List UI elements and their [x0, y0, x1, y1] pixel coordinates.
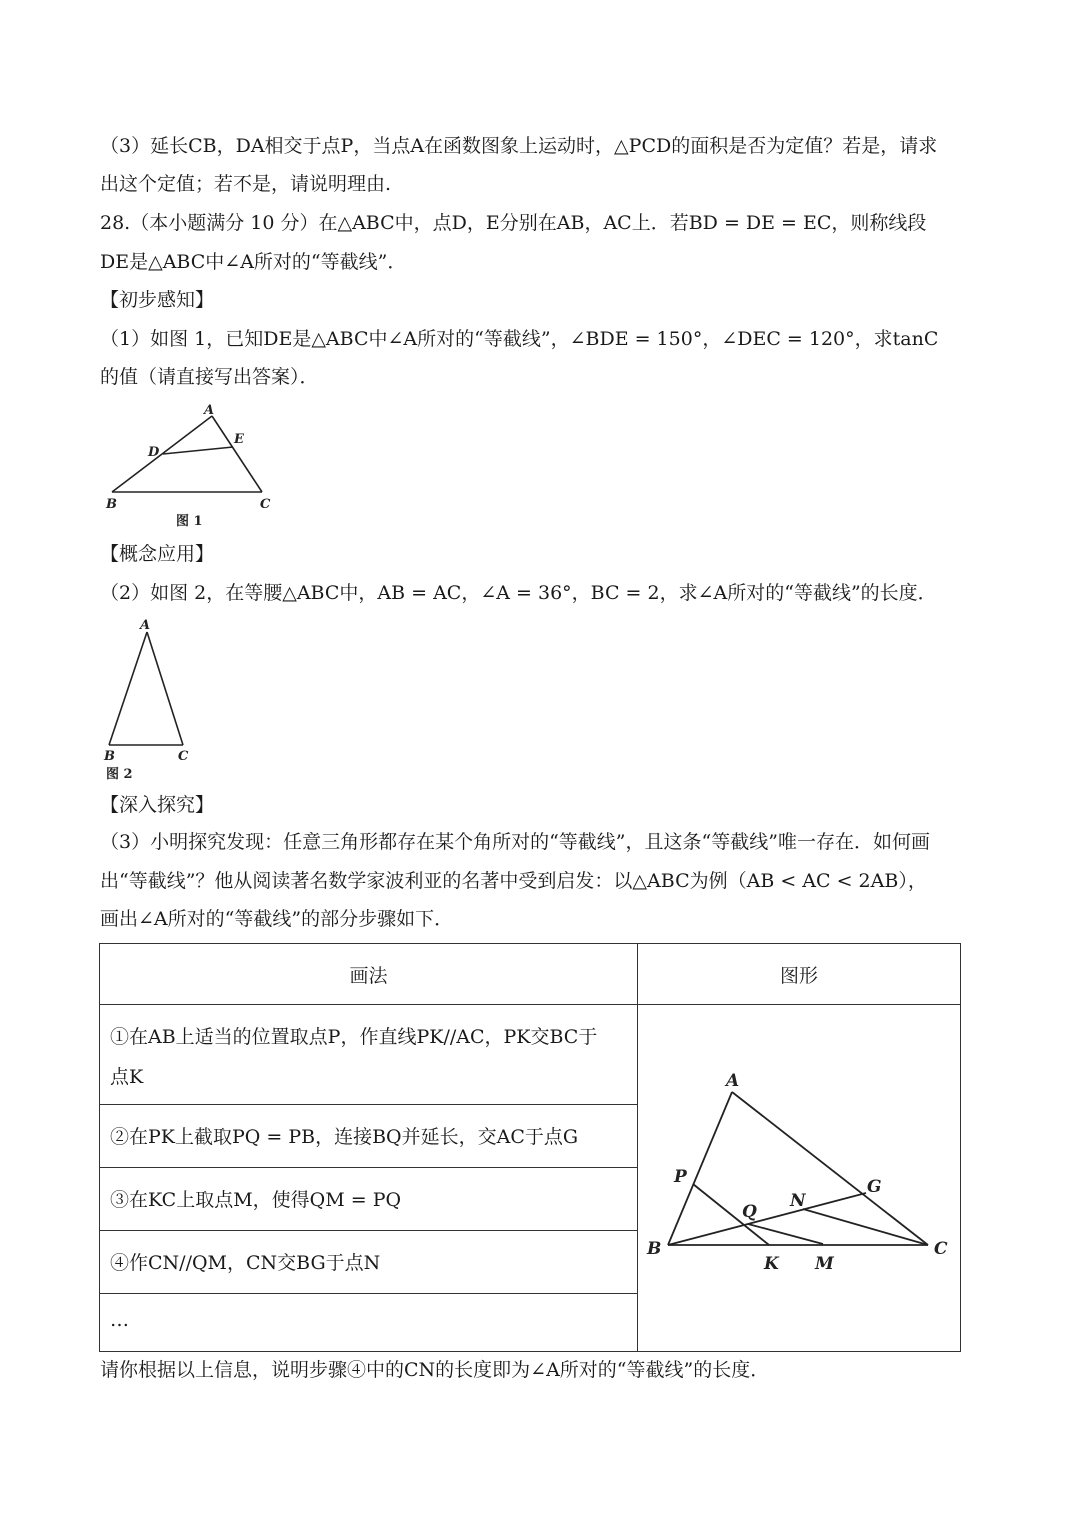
- step-1: ①在AB上适当的位置取点P，作直线PK//AC，PK交BC于点K: [100, 1005, 638, 1105]
- fig1-label-b: B: [106, 497, 117, 512]
- fig2-caption: 图 2: [106, 767, 133, 782]
- question-3: （3）小明探究发现：任意三角形都存在某个角所对的“等截线”，且这条“等截线”唯一存在．如何画: [100, 831, 930, 853]
- problem-28-stem: 28.（本小题满分 10 分）在△ABC中，点D，E分别在AB，AC上．若BD = DE = EC，则称线段: [100, 212, 927, 234]
- fig3-label-b: B: [647, 1238, 662, 1259]
- problem-28-definition: DE是△ABC中∠A所对的“等截线”．: [100, 251, 407, 273]
- fig3-label-g: G: [867, 1176, 882, 1197]
- question-2: （2）如图 2，在等腰△ABC中，AB = AC，∠A = 36°，BC = 2，求∠A所对的“等截线”的长度．: [100, 582, 937, 604]
- question-3-cont-1: 出“等截线”？他从阅读著名数学家波利亚的名著中受到启发：以△ABC为例（AB < AC < 2AB），: [100, 870, 927, 892]
- figure-3: [638, 1006, 960, 1346]
- text-line-1: （3）延长CB，DA相交于点P，当点A在函数图象上运动时，△PCD的面积是否为定值？若是，请求: [100, 135, 938, 157]
- question-3-cont-2: 画出∠A所对的“等截线”的部分步骤如下．: [100, 908, 454, 930]
- fig1-label-d: D: [148, 445, 160, 460]
- figure-3-cell: [638, 1005, 961, 1352]
- step-2: ②在PK上截取PQ = PB，连接BQ并延长，交AC于点G: [100, 1105, 638, 1168]
- fig3-label-a: A: [726, 1070, 740, 1091]
- question-1-cont: 的值（请直接写出答案）．: [100, 366, 319, 388]
- section-heading-3: 【深入探究】: [100, 794, 215, 816]
- fig1-caption: 图 1: [176, 514, 203, 529]
- fig2-label-c: C: [178, 749, 189, 764]
- fig1-label-c: C: [260, 497, 271, 512]
- question-3-final: 请你根据以上信息，说明步骤④中的CN的长度即为∠A所对的“等截线”的长度．: [100, 1359, 770, 1381]
- fig3-label-q: Q: [742, 1201, 757, 1222]
- question-1: （1）如图 1，已知DE是△ABC中∠A所对的“等截线”，∠BDE = 150°，∠DEC = 120°，求tanC: [100, 328, 939, 350]
- fig3-label-p: P: [674, 1166, 687, 1187]
- step-4: ④作CN//QM，CN交BG于点N: [100, 1231, 638, 1294]
- fig1-label-a: A: [204, 403, 215, 418]
- fig3-label-m: M: [815, 1253, 834, 1274]
- step-3: ③在KC上取点M，使得QM = PQ: [100, 1168, 638, 1231]
- fig3-label-n: N: [790, 1190, 806, 1211]
- section-heading-2: 【概念应用】: [100, 543, 215, 565]
- header-method: 画法: [100, 944, 638, 1005]
- fig3-label-c: C: [934, 1238, 948, 1259]
- fig2-label-b: B: [104, 749, 115, 764]
- text-line-2: 出这个定值；若不是，请说明理由.: [100, 173, 392, 195]
- figure-2: [100, 612, 200, 784]
- fig1-label-e: E: [234, 432, 244, 447]
- header-figure: 图形: [638, 944, 961, 1005]
- fig2-label-a: A: [140, 618, 151, 633]
- step-ellipsis: …: [100, 1294, 638, 1352]
- steps-table: [99, 943, 961, 1352]
- figure-1: [100, 398, 280, 530]
- fig3-label-k: K: [764, 1253, 779, 1274]
- section-heading-1: 【初步感知】: [100, 289, 215, 311]
